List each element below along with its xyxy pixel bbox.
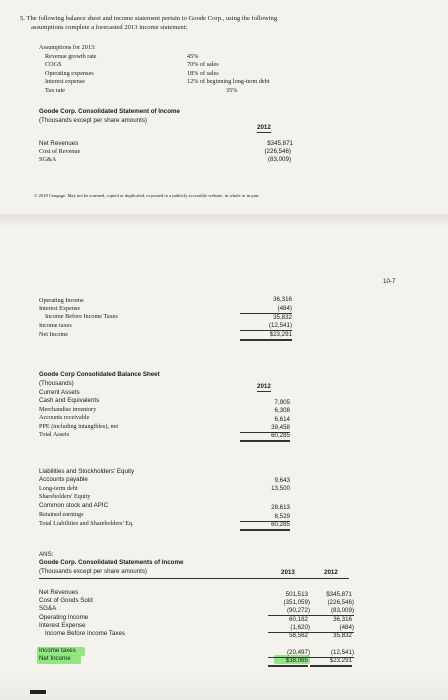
row-value-2013: 501,513: [285, 591, 308, 598]
answer-subtitle: (Thousands except per share amounts): [39, 568, 147, 575]
assumption-label: Interest expense: [45, 78, 86, 85]
section-label: Current Assets: [39, 389, 80, 396]
assumption-value: 12% of beginning long-term debt: [187, 78, 270, 85]
row-label: Accounts payable: [39, 476, 88, 483]
row-label: SG&A: [39, 605, 57, 612]
row-label: Cost of Revenue: [39, 148, 81, 155]
row-value-2013: (351,059): [283, 599, 310, 606]
assumption-value: 35%: [226, 87, 238, 94]
row-value: (12,541): [240, 322, 292, 331]
assumption-label: Operating expenses: [45, 70, 94, 77]
year-header: 2012: [257, 383, 271, 390]
income-statement-title: Goode Corp. Consolidated Statement of Income: [39, 108, 180, 115]
row-label: Total Liabilities and Shareholders' Eq.: [39, 520, 134, 527]
row-value: 6,614: [274, 416, 290, 423]
row-value-2013: 60,182: [289, 616, 308, 623]
row-value-2012: (484): [310, 624, 354, 633]
row-value: 28,613: [271, 504, 290, 511]
row-value: 60,285: [240, 521, 290, 531]
row-label: Income taxes: [39, 647, 76, 654]
row-label: Interest Expense: [39, 305, 81, 312]
row-label: Income Before Income Taxes: [45, 630, 126, 637]
assumption-value: 18% of sales: [187, 70, 219, 77]
row-label: Net Income: [39, 655, 71, 662]
row-label: Operating Income: [39, 614, 89, 621]
row-label: Net Revenues: [39, 140, 79, 147]
row-label: Net Income: [39, 331, 69, 338]
row-value: $23,291: [240, 331, 292, 341]
page-seam: [0, 214, 448, 228]
row-value: 13,500: [271, 485, 290, 492]
income-statement-subtitle: (Thousands except per share amounts): [39, 117, 147, 124]
balance-sheet-subtitle: (Thousands): [39, 380, 74, 387]
row-label: Net Revenues: [39, 589, 79, 596]
row-label: Operating Income: [39, 297, 84, 304]
row-value: 6,308: [274, 407, 290, 414]
row-value: (226,546): [264, 148, 291, 155]
section-label: Liabilities and Stockholders' Equity: [39, 468, 135, 475]
assumption-label: Revenue growth rate: [45, 53, 97, 60]
row-value: 9,643: [274, 477, 290, 484]
row-value-2013: $38,065: [268, 657, 308, 667]
row-value-2012: (83,009): [310, 607, 354, 616]
assumption-value: 70% of sales: [187, 61, 219, 68]
assumptions-title: Assumptions for 2013:: [39, 44, 96, 51]
row-label: Shareholders' Equity: [39, 493, 91, 500]
question-line-1: 5. The following balance sheet and income statement pertain to Goode Corp., using the following: [20, 15, 278, 22]
assumption-value: 45%: [187, 53, 199, 60]
row-value-2013: 58,562: [289, 632, 308, 639]
row-value-2012: (226,546): [327, 599, 354, 606]
row-label: Merchandise inventory: [39, 406, 97, 413]
row-label: Retained earnings: [39, 511, 84, 518]
row-value-2012: 35,832: [333, 632, 352, 639]
row-value: 36,316: [273, 296, 292, 303]
balance-sheet-title: Goode Corp Consolidated Balance Sheet: [39, 371, 160, 378]
row-label: PPE (including intangibles), net: [39, 423, 119, 430]
row-label: Long-term debt: [39, 485, 78, 492]
row-value: 7,905: [274, 399, 290, 406]
row-value-2013: (90,272): [268, 607, 310, 616]
header-rule: [39, 578, 349, 579]
question-line-2: assumptions complete a forecasted 2013 income statement:: [31, 24, 188, 31]
year-header: 2013: [281, 569, 295, 576]
row-value-2012: $23,291: [310, 657, 352, 667]
row-label: Common stock and APIC: [39, 502, 109, 509]
year-header: 2012: [324, 569, 338, 576]
row-label: Interest Expense: [39, 622, 86, 629]
page-number: 10-7: [383, 278, 396, 285]
assumption-label: COGS: [45, 61, 62, 68]
year-header: 2012: [257, 124, 271, 131]
row-value: 8,529: [240, 513, 290, 522]
row-label: Cash and Equivalents: [39, 397, 100, 404]
row-value: $345,871: [267, 140, 293, 147]
row-value: 60,285: [240, 432, 290, 442]
row-value-2012: 36,316: [333, 616, 352, 623]
row-value: 39,458: [240, 424, 290, 433]
copyright-notice: © 2018 Cengage. May not be scanned, copied or duplicated, or posted to a publicly accessible website, in whole or in part.: [34, 193, 260, 198]
row-label: Accounts receivable: [39, 414, 90, 421]
row-value-2013: (1,620): [268, 624, 310, 633]
scan-mark: [30, 690, 46, 694]
row-label: Total Assets: [39, 431, 69, 438]
row-label: SG&A: [39, 156, 57, 163]
page-shadow: [0, 672, 448, 700]
row-value-2012: (12,541): [310, 649, 354, 658]
row-value: 35,832: [273, 314, 292, 321]
row-value-2012: $345,871: [326, 591, 352, 598]
row-label: Cost of Goods Sold: [39, 597, 93, 604]
answer-label: ANS:: [39, 551, 54, 558]
assumption-label: Tax rate: [45, 87, 66, 94]
row-label: Income Before Income Taxes: [45, 313, 118, 320]
answer-title: Goode Corp. Consolidated Statements of Income: [39, 559, 184, 566]
row-value: (484): [240, 305, 292, 314]
row-label: Income taxes: [39, 322, 72, 329]
row-value: (83,009): [267, 156, 291, 163]
row-value-2013: (20,497): [268, 649, 310, 658]
